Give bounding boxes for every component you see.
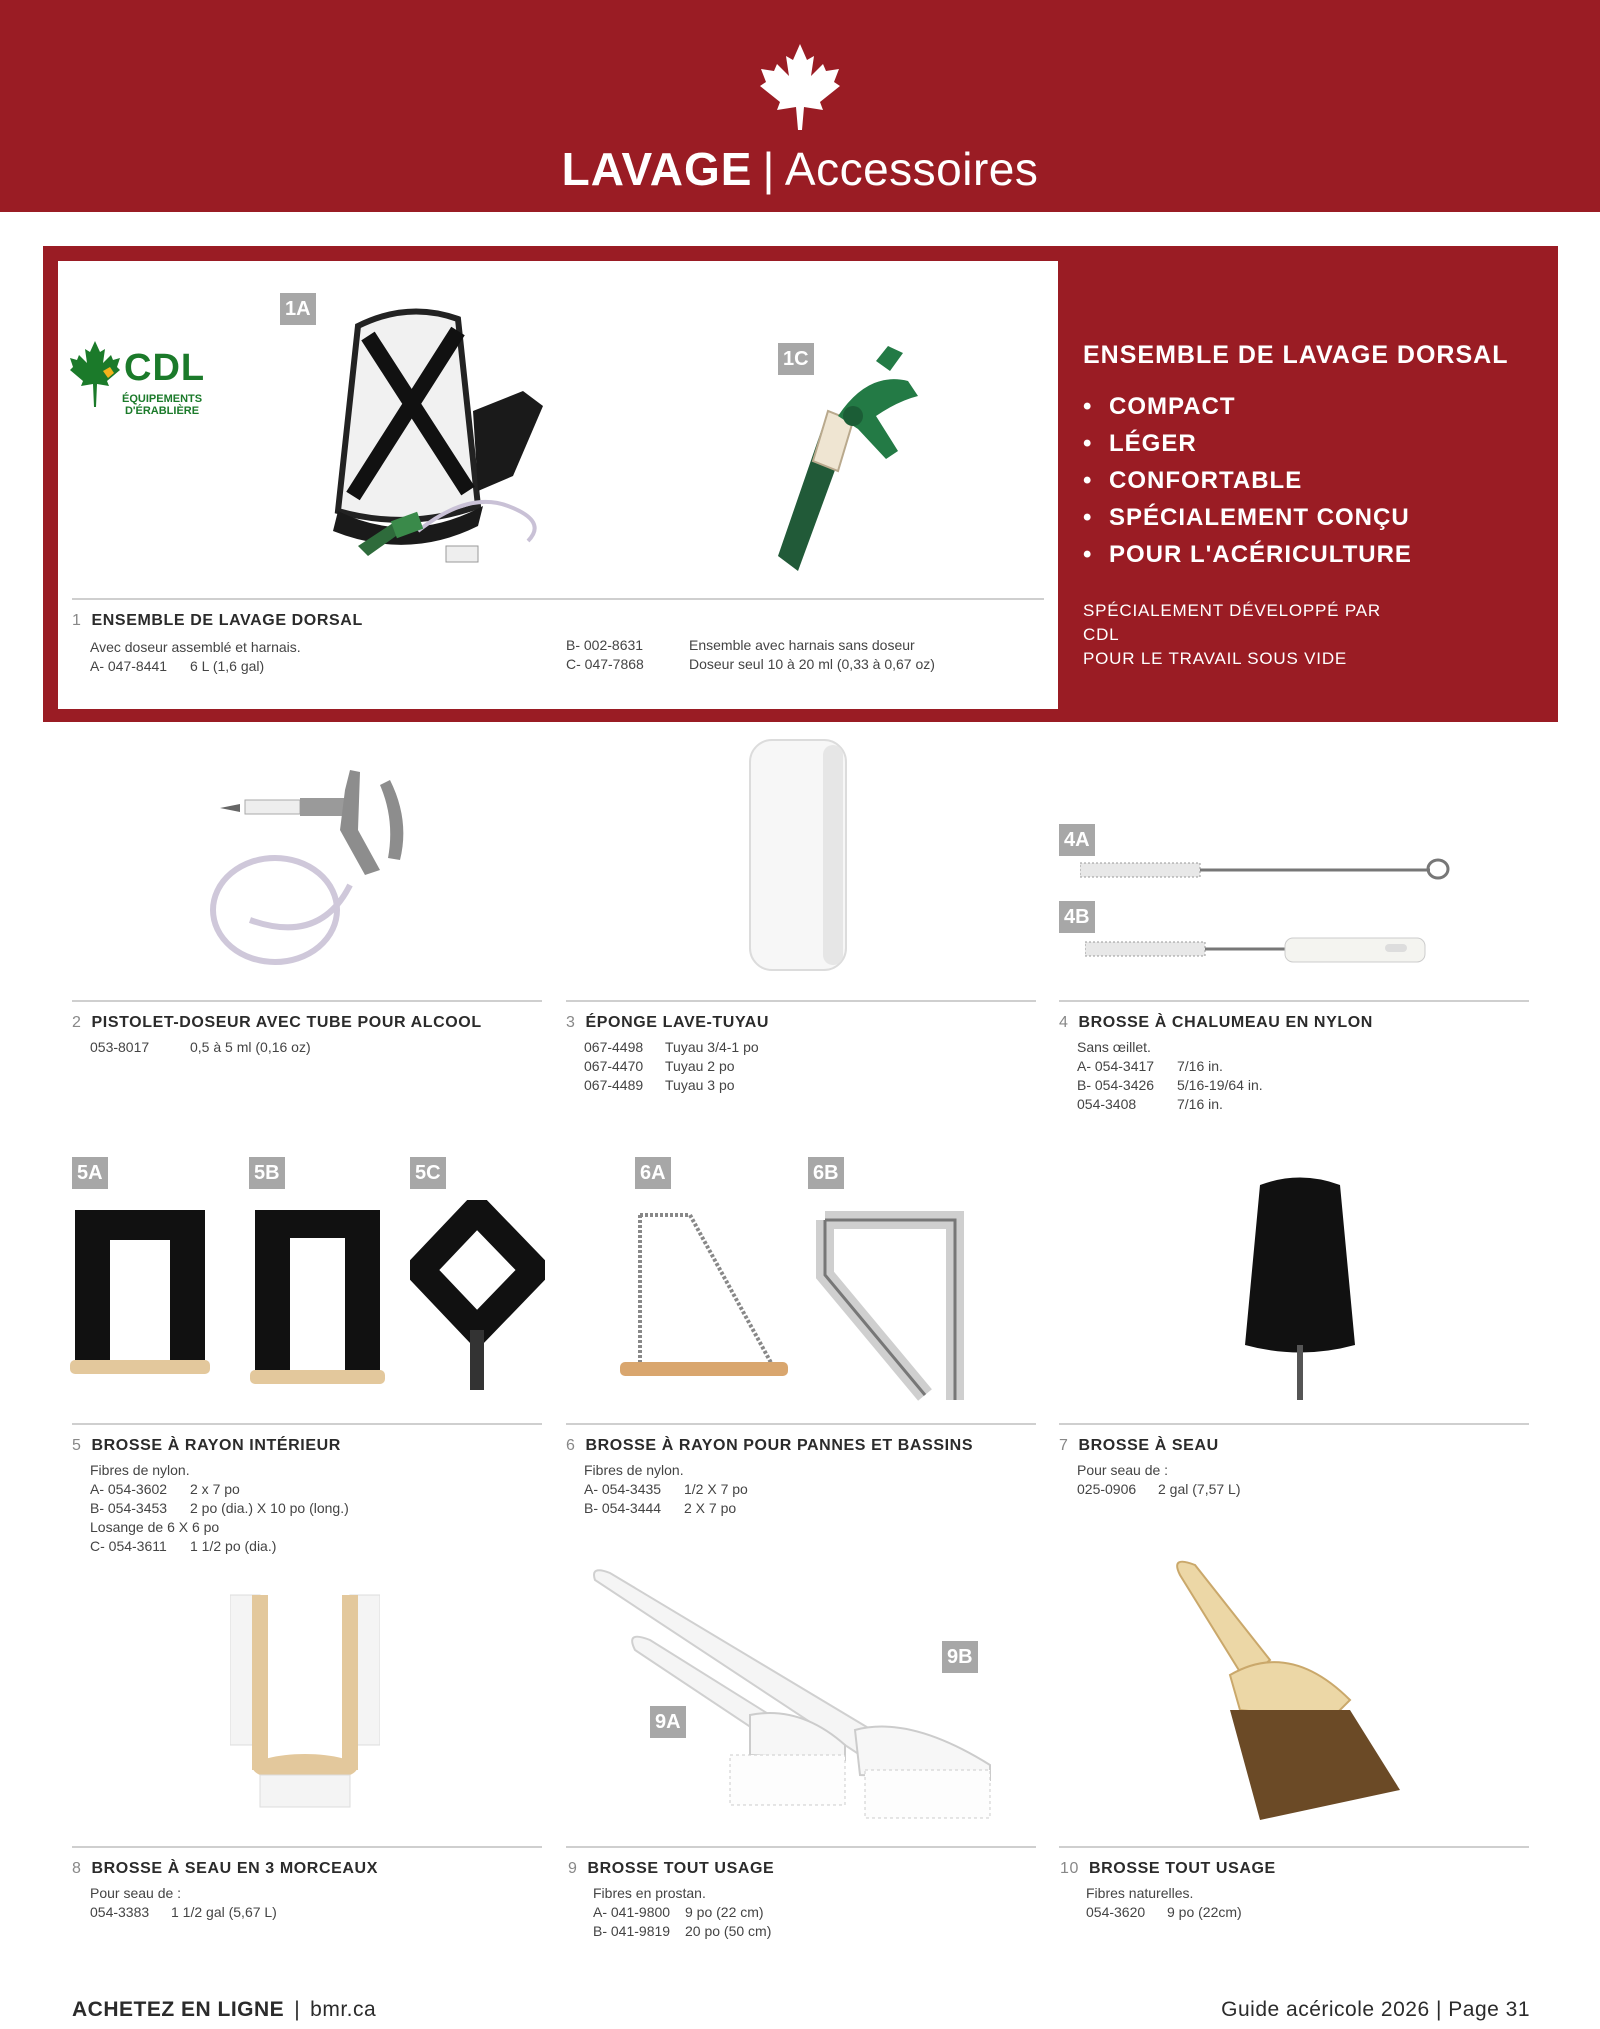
product-details: Fibres de nylon. A- 054-3602 2 x 7 po B- 054-3453 2 po (dia.) X 10 po (long.) Losange de 6 X 6 po C- 054-3611 1 1/2 po (dia.)	[90, 1462, 349, 1554]
product-details: Fibres de nylon. A- 054-3435 1/2 X 7 po B- 054-3444 2 X 7 po	[584, 1462, 748, 1516]
badge-6b: 6B	[808, 1157, 844, 1189]
badge-1c: 1C	[778, 343, 814, 375]
badge-5c: 5C	[410, 1157, 446, 1189]
page-header	[0, 0, 1600, 212]
cdl-logo-text: CDL	[124, 347, 206, 389]
footer-page-info: Guide acéricole 2026 | Page 31	[1221, 1998, 1530, 2021]
bucket-brush-image	[1240, 1175, 1360, 1405]
product-details: Pour seau de : 054-3383 1 1/2 gal (5,67 L)	[90, 1885, 277, 1920]
nylon-brush-a-image	[1080, 855, 1460, 885]
highlight-item: • CONFORTABLE	[1083, 462, 1543, 499]
cdl-leaf-icon	[70, 341, 120, 407]
sponge-image	[745, 735, 855, 975]
cdl-logo	[70, 341, 220, 421]
badge-4a: 4A	[1059, 824, 1095, 856]
badge-9b: 9B	[942, 1641, 978, 1673]
product-title: 9 BROSSE TOUT USAGE	[568, 1860, 775, 1877]
pan-brush-b-image	[805, 1205, 965, 1405]
product-title: 4 BROSSE À CHALUMEAU EN NYLON	[1059, 1014, 1373, 1031]
three-piece-bucket-brush-image	[230, 1590, 380, 1820]
product-title: 1 ENSEMBLE DE LAVAGE DORSAL	[72, 612, 363, 629]
interior-brush-a-image	[70, 1205, 210, 1380]
highlight-item: • LÉGER	[1083, 425, 1543, 462]
product-title: 7 BROSSE À SEAU	[1059, 1437, 1219, 1454]
product-details: 053-8017 0,5 à 5 ml (0,16 oz)	[90, 1039, 311, 1055]
product-details: Fibres naturelles. 054-3620 9 po (22cm)	[1086, 1885, 1242, 1920]
product-title: 5 BROSSE À RAYON INTÉRIEUR	[72, 1437, 341, 1454]
featured-product-card	[58, 261, 1058, 709]
badge-6a: 6A	[635, 1157, 671, 1189]
highlights-list	[1083, 388, 1543, 573]
footer-website-link[interactable]: bmr.ca	[310, 1998, 377, 2021]
product-title: 8 BROSSE À SEAU EN 3 MORCEAUX	[72, 1860, 378, 1877]
cdl-logo-subtitle: ÉQUIPEMENTS D'ÉRABLIÈRE	[122, 393, 203, 417]
footer-shop-online: ACHETEZ EN LIGNE | bmr.ca	[72, 1998, 377, 2021]
doser-gun-image	[758, 341, 938, 571]
product-title: 6 BROSSE À RAYON POUR PANNES ET BASSINS	[566, 1437, 974, 1454]
featured-product-highlights	[1083, 341, 1543, 671]
nylon-brush-b-image	[1085, 932, 1430, 968]
backpack-sprayer-image	[298, 291, 628, 581]
product-details: 067-4498 Tuyau 3/4-1 po 067-4470 Tuyau 2 po 067-4489 Tuyau 3 po	[584, 1039, 759, 1093]
featured-product-panel	[43, 246, 1558, 722]
utility-brush-image	[590, 1565, 1010, 1825]
highlight-item: • POUR L'ACÉRICULTURE	[1083, 536, 1543, 573]
page-title: LAVAGE | Accessoires	[561, 143, 1039, 195]
badge-5b: 5B	[249, 1157, 285, 1189]
interior-brush-b-image	[250, 1205, 385, 1390]
featured-product-divider	[72, 598, 1044, 600]
interior-brush-c-image	[410, 1200, 545, 1395]
dosing-gun-image	[200, 760, 430, 990]
badge-1a: 1A	[280, 293, 316, 325]
pan-brush-a-image	[620, 1210, 790, 1380]
product-details: Avec doseur assemblé et harnais. A- 047-8441 6 L (1,6 gal)	[90, 639, 301, 674]
product-title: 10 BROSSE TOUT USAGE	[1060, 1860, 1276, 1877]
badge-9a: 9A	[650, 1706, 686, 1738]
highlight-item: • COMPACT	[1083, 388, 1543, 425]
product-details: B- 002-8631 Ensemble avec harnais sans doseur C- 047-7868 Doseur seul 10 à 20 ml (0,33 à 0,67 oz)	[566, 637, 935, 672]
product-title: 3 ÉPONGE LAVE-TUYAU	[566, 1014, 770, 1031]
badge-5a: 5A	[72, 1157, 108, 1189]
product-details: Pour seau de : 025-0906 2 gal (7,57 L)	[1077, 1462, 1241, 1497]
maple-leaf-icon	[760, 44, 840, 130]
product-details: Fibres en prostan. A- 041-9800 9 po (22 cm) B- 041-9819 20 po (50 cm)	[593, 1885, 772, 1939]
highlight-item: • SPÉCIALEMENT CONÇU	[1083, 499, 1543, 536]
highlights-note: SPÉCIALEMENT DÉVELOPPÉ PAR CDL POUR LE TRAVAIL SOUS VIDE	[1083, 601, 1381, 668]
product-title: 2 PISTOLET-DOSEUR AVEC TUBE POUR ALCOOL	[72, 1014, 482, 1031]
highlights-title: ENSEMBLE DE LAVAGE DORSAL	[1083, 341, 1509, 369]
product-details: Sans œillet. A- 054-3417 7/16 in. B- 054-3426 5/16-19/64 in. 054-3408 7/16 in.	[1077, 1039, 1263, 1112]
badge-4b: 4B	[1059, 901, 1095, 933]
natural-fiber-brush-image	[1160, 1560, 1420, 1830]
